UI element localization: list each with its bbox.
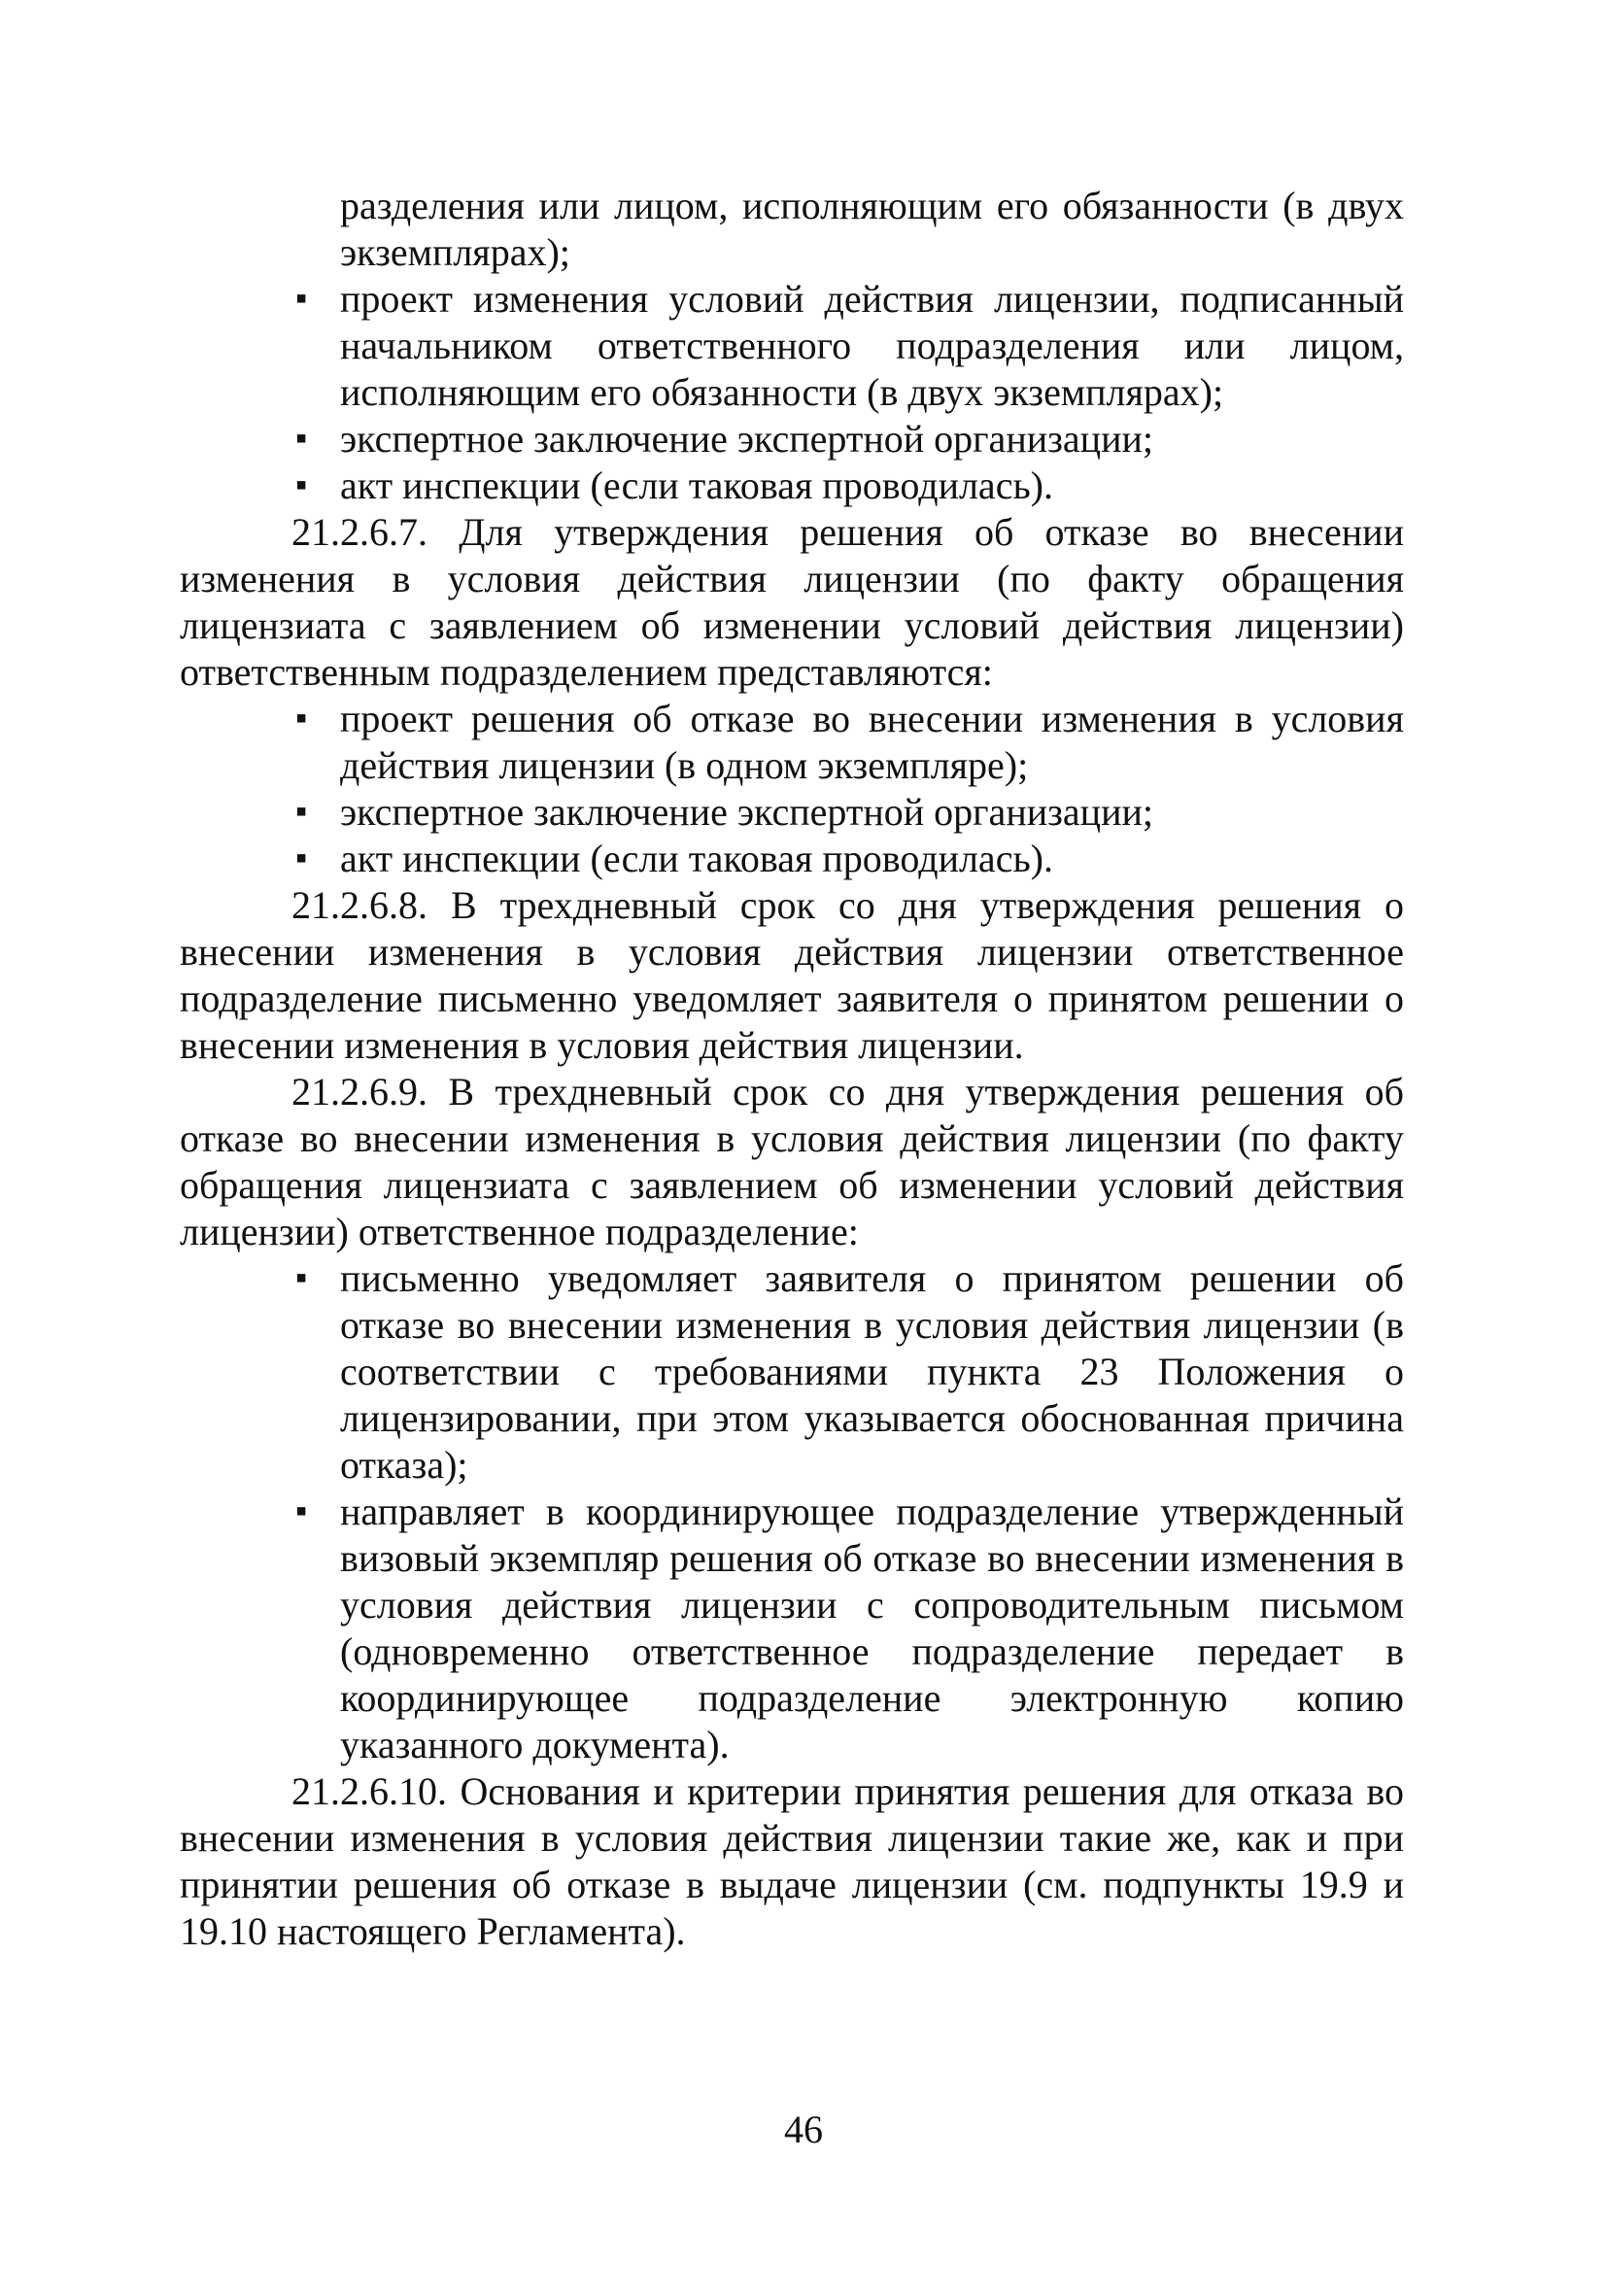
bullet-marker: ▪	[294, 840, 308, 876]
bullet-marker: ▪	[294, 1493, 308, 1529]
continuation-text: разделения или лицом, исполняющим его обязанности (в двух экземплярах);	[340, 184, 1404, 274]
bullet-list-1	[180, 276, 1404, 509]
paragraph-21-2-6-7: 21.2.6.7. Для утверждения решения об отказе во внесении изменения в условия действия лицензии (по факту обращения лицензиата с заявлением об изменении условий действия лицензии) ответственным подразделением представляются:	[180, 510, 1404, 694]
list-item: ▪ направляет в координирующее подразделение утвержденный визовый экземпляр решения об отказе во внесении изменения в условия действия лицензии с сопроводительным письмом (одновременно ответственное подразделение передает в координирующее подразделение электронную копию указанного документа).	[340, 1489, 1404, 1768]
list-item: ▪ экспертное заключение экспертной организации;	[340, 789, 1404, 836]
bullet-marker: ▪	[294, 794, 308, 830]
list-item: ▪ проект изменения условий действия лицензии, подписанный начальником ответственного подразделения или лицом, исполняющим его обязанности (в двух экземплярах);	[340, 276, 1404, 416]
bullet-list-2	[180, 696, 1404, 882]
bullet-marker: ▪	[294, 467, 308, 503]
list-item: ▪ акт инспекции (если таковая проводилась).	[340, 463, 1404, 509]
list-item: ▪ акт инспекции (если таковая проводилась).	[340, 836, 1404, 882]
paragraph-21-2-6-8: 21.2.6.8. В трехдневный срок со дня утверждения решения о внесении изменения в условия действия лицензии ответственное подразделение письменно уведомляет заявителя о принятом решении о внесении изменения в условия действия лицензии.	[180, 883, 1404, 1067]
bullet-list-3	[180, 1255, 1404, 1768]
bullet-marker: ▪	[294, 281, 308, 317]
paragraph-21-2-6-10: 21.2.6.10. Основания и критерии принятия решения для отказа во внесении изменения в условия действия лицензии такие же, как и при принятии решения об отказе в выдаче лицензии (см. подпункты 19.9 и 19.10 настоящего Регламента).	[180, 1769, 1404, 1953]
paragraph-21-2-6-9: 21.2.6.9. В трехдневный срок со дня утверждения решения об отказе во внесении изменения в условия действия лицензии (по факту обращения лицензиата с заявлением об изменении условий действия лицензии) ответственное подразделение:	[180, 1070, 1404, 1253]
bullet-marker: ▪	[294, 1260, 308, 1296]
list-item: ▪ экспертное заключение экспертной организации;	[340, 416, 1404, 463]
bullet-marker: ▪	[294, 701, 308, 737]
list-item: ▪ письменно уведомляет заявителя о принятом решении об отказе во внесении изменения в условия действия лицензии (в соответствии с требованиями пункта 23 Положения о лицензировании, при этом указывается обоснованная причина отказа);	[340, 1255, 1404, 1489]
page-body	[180, 183, 1404, 1955]
page-number: 46	[784, 2108, 823, 2151]
bullet-marker: ▪	[294, 421, 308, 457]
list-item: ▪ проект решения об отказе во внесении изменения в условия действия лицензии (в одном экземпляре);	[340, 696, 1404, 789]
